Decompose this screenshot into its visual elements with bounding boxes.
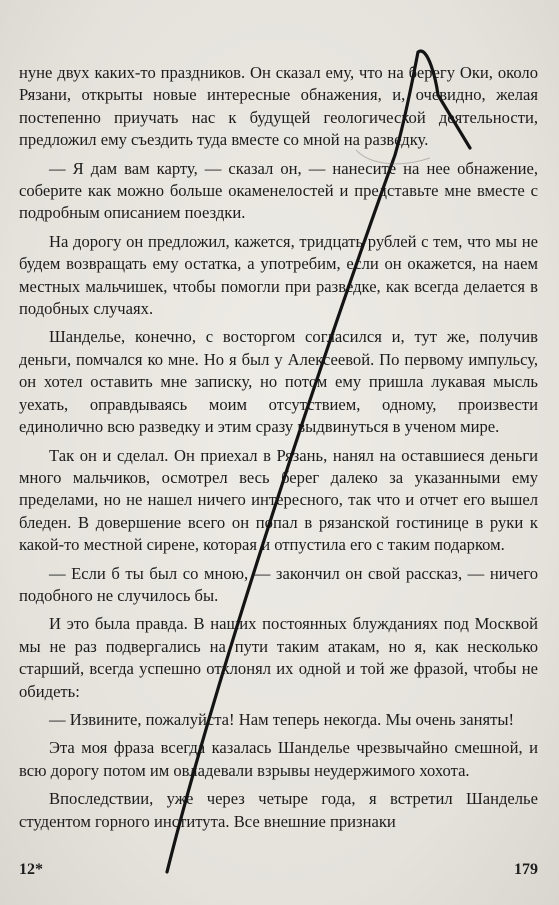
paragraph: нуне двух каких-то праздников. Он сказал ему, что на берегу Оки, около Рязани, открыты новые интересные обнажения, и, очевидно, желая постепенно приучать нас к будущей геологической деятельности, предложил ему съездить туда вместе со мной на разведку. [19, 63, 538, 150]
paragraph: — Я дам вам карту, — сказал он, — нанесите на нее обнажение, соберите как можно больше окаменелостей и представьте мне вместе с подробным описанием поездки. [19, 158, 538, 223]
paragraph: Шанделье, конечно, с восторгом согласился и, тут же, получив деньги, помчался ко мне. Но я был у Алексеевой. По первому импульсу, он хотел оставить мне записку, но потом ему пришла лукавая мысль уехать, оправдываясь моим отсутствием, одному, произвести единолично всю разведку и этим сразу выдвинуться в ученом мире. [19, 327, 538, 437]
paragraph: Впоследствии, уже через четыре года, я встретил Шанделье студентом горного института. Все внешние признаки [19, 789, 538, 831]
paragraph: — Если б ты был со мною, — закончил он свой рассказ, — ничего подобного не случилось бы. [19, 563, 538, 605]
paragraph: И это была правда. В наших постоянных блужданиях под Москвой мы не раз подвергались на пути таким атакам, но я, как несколько старший, всегда успешно отклонял их одной и той же фразой, чтобы не обидеть: [19, 614, 538, 701]
paragraph: — Извините, пожалуйста! Нам теперь некогда. Мы очень заняты! [49, 709, 515, 729]
signature-mark: 12* [19, 861, 43, 878]
paragraph: Эта моя фраза всегда казалась Шанделье чрезвычайно смешной, и всю дорогу потом им овладевали взрывы неудержимого хохота. [19, 738, 538, 780]
paragraph: На дорогу он предложил, кажется, тридцать рублей с тем, что мы не будем возвращать ему остатка, а употребим, если он окажется, на наем местных мальчишек, чтобы помогли при разведке, как всегда делается в подобных случаях. [19, 231, 538, 319]
paragraph: Так он и сделал. Он приехал в Рязань, нанял на оставшиеся деньги много мальчиков, осмотрел весь берег далеко за указанными ему пределами, но не нашел ничего интересного, так что и отчет его вышел бледен. В довершение всего он попал в рязанской гостинице в руки к какой-то местной сирене, которая и отпустила его с таким подарком. [19, 445, 538, 555]
page-footer [19, 861, 538, 885]
page-number: 179 [514, 861, 538, 878]
body-text [19, 62, 538, 839]
